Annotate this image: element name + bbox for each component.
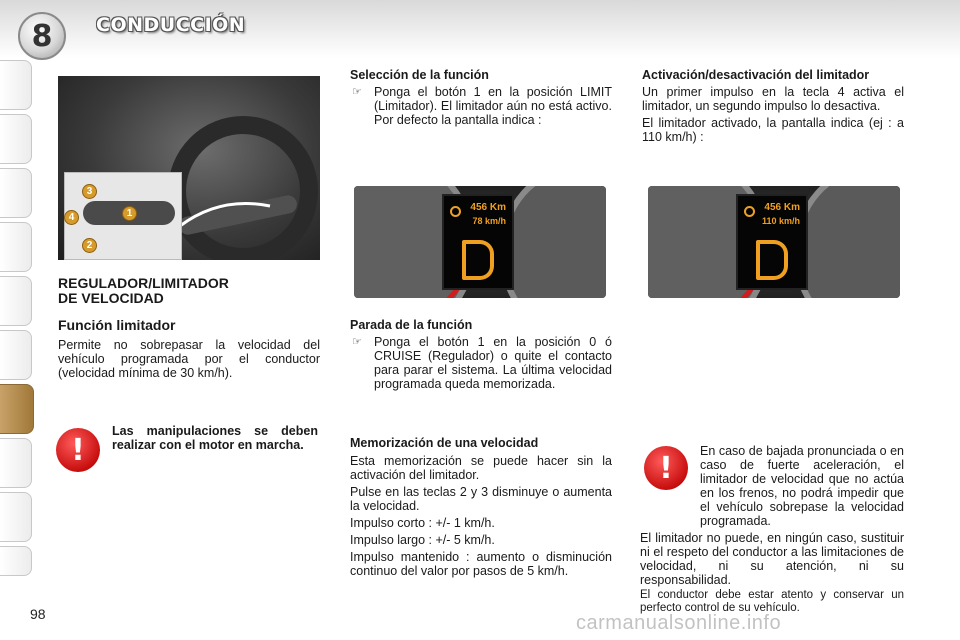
warning-icon: !	[644, 446, 688, 490]
selection-section	[350, 68, 612, 127]
instrument-display-active	[648, 186, 900, 298]
function-description: Permite no sobrepasar la velocidad del vehículo programada por el conductor (velocidad mínima de 30 km/h).	[58, 338, 320, 380]
multifunction-screen	[736, 194, 808, 290]
memorize-heading: Memorización de una velocidad	[350, 436, 539, 450]
chapter-tab-3[interactable]	[0, 168, 32, 218]
memorize-p5: Impulso mantenido : aumento o disminución continuo del valor por pasos de 5 km/h.	[350, 550, 612, 578]
odometer-readout: 456 Km	[764, 202, 800, 213]
memorize-p1: Esta memorización se puede hacer sin la activación del limitador.	[350, 454, 612, 482]
hand-pointer-icon: ☞	[352, 86, 362, 98]
hand-pointer-icon: ☞	[352, 336, 362, 348]
warning-p2: El limitador no puede, en ningún caso, sustituir ni el respeto del conductor a las limitaciones de velocidad, ni su atención, ni su responsabilidad.	[640, 531, 904, 587]
chapter-tab-5[interactable]	[0, 276, 32, 326]
warning-p3: El conductor debe estar atento y conservar un perfecto control de su vehículo.	[640, 589, 904, 614]
chapter-number: 8	[31, 18, 53, 54]
descent-warning-text: En caso de bajada pronunciada o en caso de fuerte aceleración, el limitador de velocidad que no actúa en los frenos, no podrá impedir que el vehículo sobrepase la velocidad programada.	[700, 444, 904, 528]
chapter-tab-4[interactable]	[0, 222, 32, 272]
chapter-badge	[18, 12, 66, 60]
stop-heading: Parada de la función	[350, 318, 473, 332]
limiter-icon	[450, 206, 461, 217]
chapter-tab-2[interactable]	[0, 114, 32, 164]
section-title-line1: REGULADOR/LIMITADOR	[58, 275, 229, 291]
memorize-p3: Impulso corto : +/- 1 km/h.	[350, 516, 495, 530]
callout-3: 3	[82, 184, 97, 199]
selection-heading: Selección de la función	[350, 68, 489, 82]
chapter-tab-8[interactable]	[0, 438, 32, 488]
chapter-title: CONDUCCIÓN	[96, 14, 246, 36]
speedometer-gauge	[499, 186, 606, 298]
selection-bullet	[350, 85, 612, 127]
pointer-arrow-icon	[170, 186, 280, 246]
memorize-p4: Impulso largo : +/- 5 km/h.	[350, 533, 495, 547]
engine-running-warning: Las manipulaciones se deben realizar con el motor en marcha.	[112, 424, 318, 452]
activation-p1: Un primer impulso en la tecla 4 activa el limitador, un segundo impulso lo desactiva.	[642, 85, 904, 113]
chapter-tab-10[interactable]	[0, 546, 32, 576]
chapter-tab-6[interactable]	[0, 330, 32, 380]
selection-bullet-text: Ponga el botón 1 en la posición LIMIT (Limitador). El limitador aún no está activo. Por defecto la pantalla indica :	[374, 85, 612, 127]
speed-readout: 110 km/h	[761, 216, 800, 226]
chapter-tab-active[interactable]	[0, 384, 34, 434]
page-number: 98	[30, 606, 46, 622]
activation-section	[642, 68, 904, 144]
multifunction-screen	[442, 194, 514, 290]
section-title	[58, 276, 320, 306]
speed-readout: 78 km/h	[472, 216, 506, 226]
memorize-section	[350, 436, 612, 578]
warning-icon: !	[56, 428, 100, 472]
chapter-tab-9[interactable]	[0, 492, 32, 542]
limiter-icon	[744, 206, 755, 217]
stop-bullet	[350, 335, 612, 391]
callout-1: 1	[122, 206, 137, 221]
stop-section	[350, 318, 612, 391]
odometer-readout: 456 Km	[470, 202, 506, 213]
callout-4: 4	[64, 210, 79, 225]
activation-p2: El limitador activado, la pantalla indica (ej : a 110 km/h) :	[642, 116, 904, 144]
gear-d-indicator	[462, 240, 494, 280]
speedometer-gauge	[793, 186, 900, 298]
section-title-line2: DE VELOCIDAD	[58, 290, 164, 306]
gear-d-indicator	[756, 240, 788, 280]
function-subtitle: Función limitador	[58, 317, 176, 333]
chapter-tabs	[0, 60, 34, 580]
callout-2: 2	[82, 238, 97, 253]
warning-body	[640, 531, 904, 615]
watermark-text: carmanualsonline.info	[576, 612, 782, 634]
instrument-display-default	[354, 186, 606, 298]
stop-bullet-text: Ponga el botón 1 en la posición 0 ó CRUISE (Regulador) o quite el contacto para parar el sistema. La última velocidad programada queda memorizada.	[374, 335, 612, 391]
memorize-p2: Pulse en las teclas 2 y 3 disminuye o aumenta la velocidad.	[350, 485, 612, 513]
chapter-tab-1[interactable]	[0, 60, 32, 110]
activation-heading: Activación/desactivación del limitador	[642, 68, 870, 82]
